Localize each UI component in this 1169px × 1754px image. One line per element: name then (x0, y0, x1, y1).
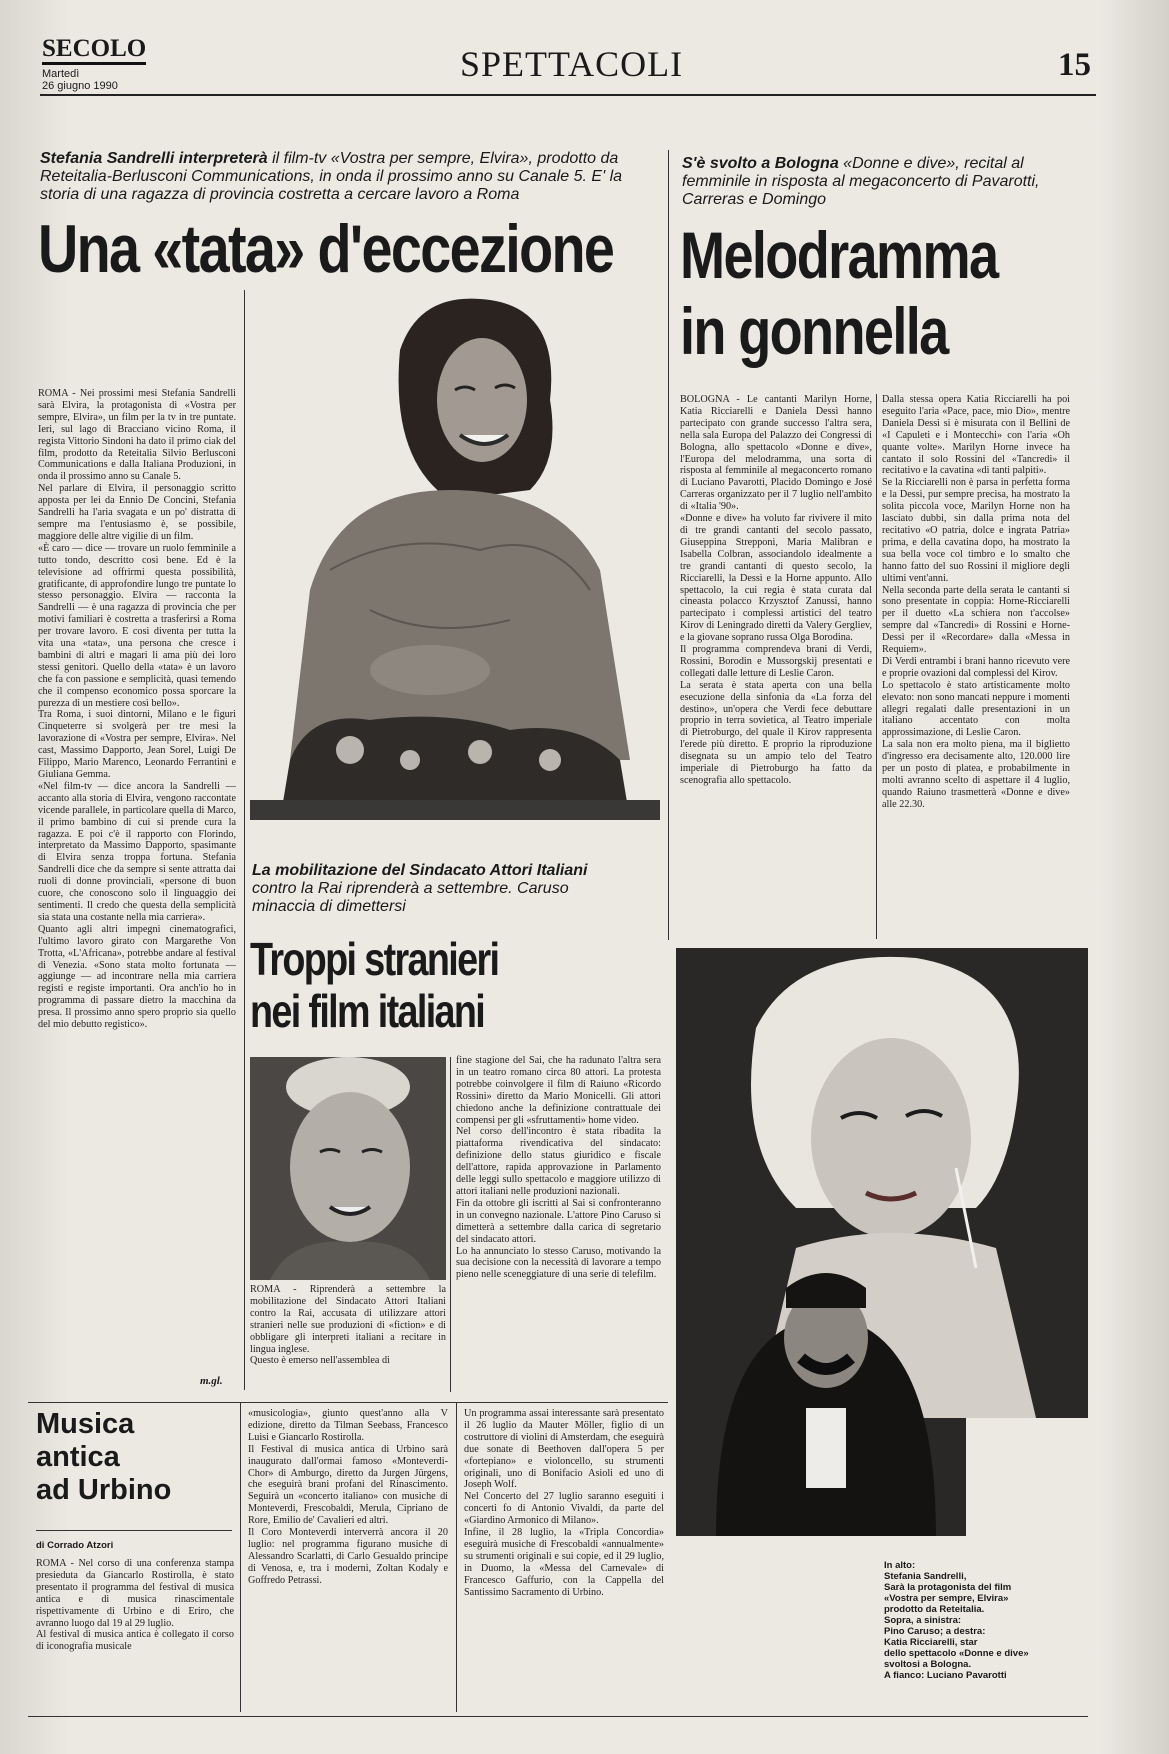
urbino-headline-line1: Musica (36, 1408, 135, 1440)
troppi-body-col2: fine stagione del Sai, che ha radunato l'altra sera in un teatro romano circa 80 attori. La protesta potrebbe coinvolgere il film di Raiuno «Ricordo Rossini» diretto da Mario Monicelli. Gli attori chiedono anche la definizione contrattuale dei compensi per gli «sfruttamenti» home video. Nel corso dell'incontro è stata ribadita la piattaforma rivendicativa del sindacato: definizione dello status giuridico e fiscale dell'attore, rapida approvazione in Parlamento delle leggi sullo spettacolo e maggiore utilizzo di attori italiani nelle produzioni nazionali. Fin da ottobre gli iscritti al Sai si confronteranno in un convegno nazionale. L'attore Pino Caruso si dimetterà a settembre dalla carica di segretario del sindacato attori. Lo ha annunciato lo stesso Caruso, motivando la sua decisione con la necessità di lavorare a tempo pieno nelle sceneggiature di una serie di telefilm. (456, 1055, 661, 1281)
melodramma-body-col2: Dalla stessa opera Katia Ricciarelli ha poi eseguito l'aria «Pace, pace, mio Dio», mentre Daniela Dessì si è misurata con il Bellini de «I Capuleti e i Montecchi» con l'aria «Oh quante volte». Marilyn Horne invece ha cantato il solo Rossini del «Tancredi» il recitativo e la cavatina «di tanti palpiti». Se la Ricciarelli non è parsa in perfetta forma e la Dessì, pur sempre precisa, ha mostrato la solita piccola voce, Marilyn Horne non ha lasciato dubbi, sin dalla prima nota del recitativo «O patria, dolce e ingrata Patria» prima, e della cavatina dopo, ha mostrato la sua bella voce col timbro e lo smalto che hanno fatto del suo Rossini il migliore degli ultimi vent'anni. Nella seconda parte della serata le cantanti si sono presentate in coppia: Horne-Ricciarelli per il duetto «La schiera non t'accolse» sempre dal «Tancredi» di Rossini e Horne-Dessì per il «Recordare» dalla «Messa in Requiem». Di Verdi entrambi i brani hanno ricevuto vere e proprie ovazioni dal complessi del Kirov. Lo spettacolo è stato artisticamente molto elevato: non sono mancati neppure i momenti allegri regalati dalle presentazioni in un italiano accentato con molta approssimazione, di Leslie Caron. La sala non era molto piena, ma il biglietto d'ingresso era decisamente alto, 120.000 lire per un posto di platea, e probabilmente in molti avranno scelto di aspettare il 4 luglio, quando Raiuno trasmetterà «Donne e dive» alle 22.30. (882, 394, 1070, 810)
column-rule (876, 394, 877, 939)
masthead-date-text: 26 giugno 1990 (42, 80, 118, 92)
tata-body-col1: ROMA - Nei prossimi mesi Stefania Sandrelli sarà Elvira, la protagonista di «Vostra per sempre, Elvira», un film per la tv in tre puntate. Ieri, sul lago di Bracciano vicino Roma, il regista Vittorio Sindoni ha dato il primo ciak del film, prodotto da Reteitalia Silvio Berlusconi Communications e dalla Italiana Produzioni, in onda il prossimo anno su Canale 5. Nel parlare di Elvira, il personaggio scritto apposta per lei da Ennio De Concini, Stefania Sandrelli ha l'aria svagata e un po' distratta di sempre ma l'entusiasmo è, se possibile, maggiore delle altre vigilie di un film. «È caro — dice — trovare un ruolo femminile a tutto tondo, descritto così bene. Ed è la televisione ad offrirmi questa possibilità, gratificante, di approfondire lungo tre puntate lo stesso personaggio. Elvira — racconta la Sandrelli — è una ragazza di provincia che per motivi familiari è costretta a trasferirsi a Roma per trovare lavoro. E così diventa per tutta la vita una «tata», una persona che cresce i bambini di altri e magari li ama più dei loro stessi genitori. Quello della «tata» è un lavoro che fa con passione e semplicità, quasi temendo che il compenso economico possa sporcare la purezza di un mestiere così bello». Tra Roma, i suoi dintorni, Milano e le figuri Cinqueterre si svolgerà per tre mesi la lavorazione di «Vostra per sempre, Elvira». Nel cast, Massimo Dapporto, Jean Sorel, Luigi De Filippo, Mario Marenco, Leonardo Ferrantini e Giuliana Gemma. «Nel film-tv — dice ancora la Sandrelli — accanto alla storia di Elvira, vengono raccontate vicende parallele, in particolare quella di Marco, il primo bambino di cui si prende cura la ragazza. E poi c'è il rapporto con Florindo, interpretato da Massimo Dapporto, spasimante di Elvira senza troppa fortuna. Stefania Sandrelli dice che da sempre si sente attratta dai ruoli di donne provinciali, «persone di buon cuore, che conoscono solo il linguaggio dei sentimenti. Il credo che questa della semplicità sia stata una costante nella mia carriera». Quanto agli altri impegni cinematografici, l'ultimo lavoro girato con Margarethe Von Trotta, «L'Africana», potrebbe andare al festival di Venezia. «Sono stata molto fortunata — aggiunge — ad incontrare nella mia carriera registi e registe importanti. Ora anch'io ho in programma di passare dietro la macchina da presa. Il prossimo anno spero proprio sia quello del mio debutto registico». (38, 388, 236, 1031)
tata-kicker-bold: Stefania Sandrelli interpreterà (40, 150, 268, 167)
melodramma-kicker-rest: «Donne e dive», recital al femminile in risposta al megaconcerto di Pavarotti, Carreras e Domingo (682, 155, 1040, 208)
byline-rule (36, 1530, 232, 1531)
sandrelli-photo-art (250, 290, 660, 820)
masthead-day: Martedì (42, 68, 80, 80)
photo-caption: In alto: Stefania Sandrelli, Sarà la protagonista del film «Vostra per sempre, Elvira» prodotto da Reteitalia. Sopra, a sinistra: Pino Caruso; a destra: Katia Ricciarelli, star dello spettacolo «Donne e dive» svoltosi a Bologna. A fianco: Luciano Pavarotti (884, 1560, 1029, 1681)
melodramma-headline-line2: in gonnella (680, 294, 948, 368)
tata-kicker (40, 150, 640, 204)
tata-signature: m.gl. (200, 1375, 223, 1387)
troppi-kicker-rest: contro la Rai riprenderà a settembre. Caruso minaccia di dimettersi (252, 880, 569, 915)
caruso-photo (250, 1057, 446, 1280)
section-rule (28, 1402, 668, 1403)
melodramma-kicker-bold: S'è svolto a Bologna (682, 155, 839, 172)
page-number: 15 (1058, 47, 1091, 83)
urbino-body-col2: «musicologia», giunto quest'anno alla V edizione, diretto da Tilman Seebass, Francesco Luisi e Giancarlo Rostirolla. Il Festival di musica antica di Urbino sarà inaugurato dall'ormai famoso «Monteverdi-Chor» di Amburgo, diretto da Jurgen Jürgens, che eseguirà brani profani del Rinascimento. Seguirà un «concerto italiano» con musiche di Monteverdi, Frescobaldi, Merula, Cipriano de Rore, Emilio de' Cavalieri ed altri. Il Coro Monteverdi interverrà ancora il 20 luglio: nel programma figurano musiche di Alessandro Scarlatti, di Carlo Gesualdo principe di Venosa, e, tra i moderni, Zoltan Kodaly e Goffredo Petrassi. (248, 1408, 448, 1586)
ricciarelli-pavarotti-art (676, 948, 1088, 1536)
urbino-body-col1: ROMA - Nel corso di una conferenza stampa presieduta da Giancarlo Rostirolla, è stato presentato il programma del festival di musica antica e di musica rinascimentale rispettivamente di Urbino e di Eriro, che avranno luogo dal 19 al 29 luglio. Al festival di musica antica è collegato il corso di iconografia musicale (36, 1558, 234, 1653)
urbino-headline-line3: ad Urbino (36, 1474, 172, 1506)
troppi-headline-line1: Troppi stranieri (250, 933, 499, 985)
tata-headline: Una «tata» d'eccezione (38, 211, 614, 287)
header-rule (40, 94, 1096, 96)
troppi-headline-line2: nei film italiani (250, 985, 485, 1037)
section-title: SPETTACOLI (460, 44, 684, 84)
column-rule (668, 150, 669, 940)
caruso-photo-art (250, 1057, 446, 1280)
column-rule (450, 1057, 451, 1392)
masthead-date (42, 68, 118, 92)
troppi-kicker (252, 862, 632, 916)
urbino-body-col3: Un programma assai interessante sarà presentato il 26 luglio da Mauter Möller, figlio di un costruttore di violini di Amsterdam, che eseguirà due sonate di Beethoven dall'opera 5 per «fortepiano» e violoncello, su strumenti originali, uno di Bonifacio Asioli ed uno di Joseph Wolf. Nel Concerto del 27 luglio saranno eseguiti i concerti fo di Antonio Vivaldi, da parte del «Giardino Armonico di Milano». Infine, il 28 luglio, la «Tripla Concordia» eseguirà musiche di Frescobaldi «annualmente» su strumenti originali e sui copie, ed il 29 luglio, in Duomo, la «Messa del Carnevale» di Francesco Gaffurio, con la Cappella del Santissimo Sacramento di Urbino. (464, 1408, 664, 1598)
masthead-logo: SECOLO (42, 36, 146, 65)
column-rule (456, 1402, 457, 1712)
tata-kicker-rest: il film-tv «Vostra per sempre, Elvira», prodotto da Reteitalia-Berlusconi Communications, in onda il prossimo anno su Canale 5. E' la storia di una ragazza di provincia costretta a cercare lavoro a Roma (40, 150, 623, 203)
ricciarelli-pavarotti-photo (676, 948, 1088, 1536)
urbino-byline: di Corrado Atzori (36, 1540, 114, 1551)
sandrelli-photo (250, 290, 660, 820)
melodramma-kicker (682, 155, 1042, 209)
column-rule (240, 1402, 241, 1712)
troppi-body-col1: ROMA - Riprenderà a settembre la mobilitazione del Sindacato Attori Italiani contro la Rai, accusata di utilizzare attori stranieri nelle sue produzioni di «fiction» e di obbligare gli interpreti italiani a recitare in lingua inglese. Questo è emerso nell'assemblea di (250, 1284, 446, 1367)
page-bottom-rule (28, 1716, 1088, 1717)
melodramma-body-col1: BOLOGNA - Le cantanti Marilyn Horne, Katia Ricciarelli e Daniela Dessì hanno partecipato con grande successo l'altra sera, nella sala Europa del Palazzo dei Congressi di Bologna, allo spettacolo «Donne e dive», l'Europa del melodramma, una sorta di risposta al femminile al megaconcerto romano di Luciano Pavarotti, Placido Domingo e José Carreras organizzato per il 7 luglio nell'ambito di «Italia '90». «Donne e dive» ha voluto far rivivere il mito di tre grandi cantanti del secolo passato, Giuseppina Strepponi, Maria Malibran e Isabella Colbran, associandolo idealmente a tre grandi cantanti di questo secolo, la Ricciarelli, la Dessì e la Horne appunto. Allo spettacolo, la cui regia è stata curata dal cineasta polacco Krzysztof Zanussi, hanno partecipato i complessi artistici del teatro Kirov di Leningrado diretti da Valery Gergliev, e la giovane soprano russa Olga Borodina. Il programma comprendeva brani di Verdi, Rossini, Borodin e Mussorgskij presentati e collegati dalle letture di Leslie Caron. La serata è stata aperta con una bella esecuzione della sinfonia da «La forza del destino», un'opera che Verdi fece debuttare proprio in terra sovietica, al Teatro imperiale di Pietroburgo, del quale il Kirov rappresenta l'erede più diretto. E proprio la riproduzione disegnata su un ampio telo del Teatro imperiale di Pietroburgo ha fatto da scenografia allo spettacolo. (680, 394, 872, 786)
melodramma-headline-line1: Melodramma (680, 218, 998, 292)
urbino-headline-line2: antica (36, 1441, 120, 1473)
column-rule (244, 290, 245, 1390)
troppi-kicker-bold: La mobilitazione del Sindacato Attori Italiani (252, 862, 588, 879)
urbino-headline (36, 1408, 216, 1507)
